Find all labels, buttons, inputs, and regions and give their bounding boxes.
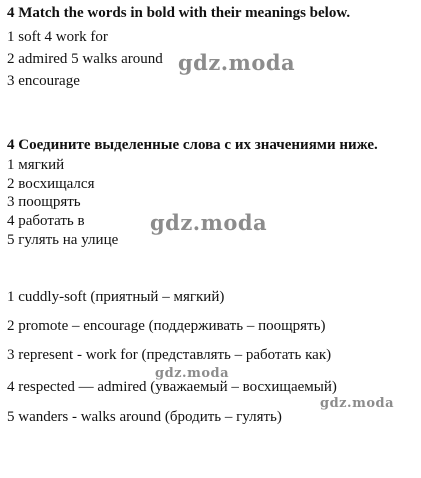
watermark-3: gdz.moda	[155, 366, 230, 381]
english-line-2: 2 admired 5 walks around	[7, 51, 163, 67]
english-task-heading: 4 Match the words in bold with their meanings below.	[7, 5, 351, 21]
russian-line-3: 3 поощрять	[7, 194, 81, 210]
answer-line-5: 5 wanders - walks around (бродить – гулять)	[7, 409, 282, 425]
watermark-1: gdz.moda	[178, 50, 296, 75]
english-line-1: 1 soft 4 work for	[7, 29, 108, 45]
answer-line-4: 4 respected — admired (уважаемый – восхищаемый)	[7, 379, 337, 395]
russian-line-2: 2 восхищался	[7, 176, 95, 192]
russian-task-heading: 4 Соедините выделенные слова с их значениями ниже.	[7, 137, 378, 153]
english-line-3: 3 encourage	[7, 73, 80, 89]
answer-line-2: 2 promote – encourage (поддерживать – поощрять)	[7, 318, 326, 334]
russian-line-5: 5 гулять на улице	[7, 232, 119, 248]
answer-line-3: 3 represent - work for (представлять – работать как)	[7, 347, 332, 363]
russian-line-1: 1 мягкий	[7, 157, 65, 173]
watermark-4: gdz.moda	[320, 396, 395, 411]
russian-line-4: 4 работать в	[7, 213, 85, 229]
answer-line-1: 1 cuddly-soft (приятный – мягкий)	[7, 289, 225, 305]
watermark-2: gdz.moda	[150, 210, 268, 235]
